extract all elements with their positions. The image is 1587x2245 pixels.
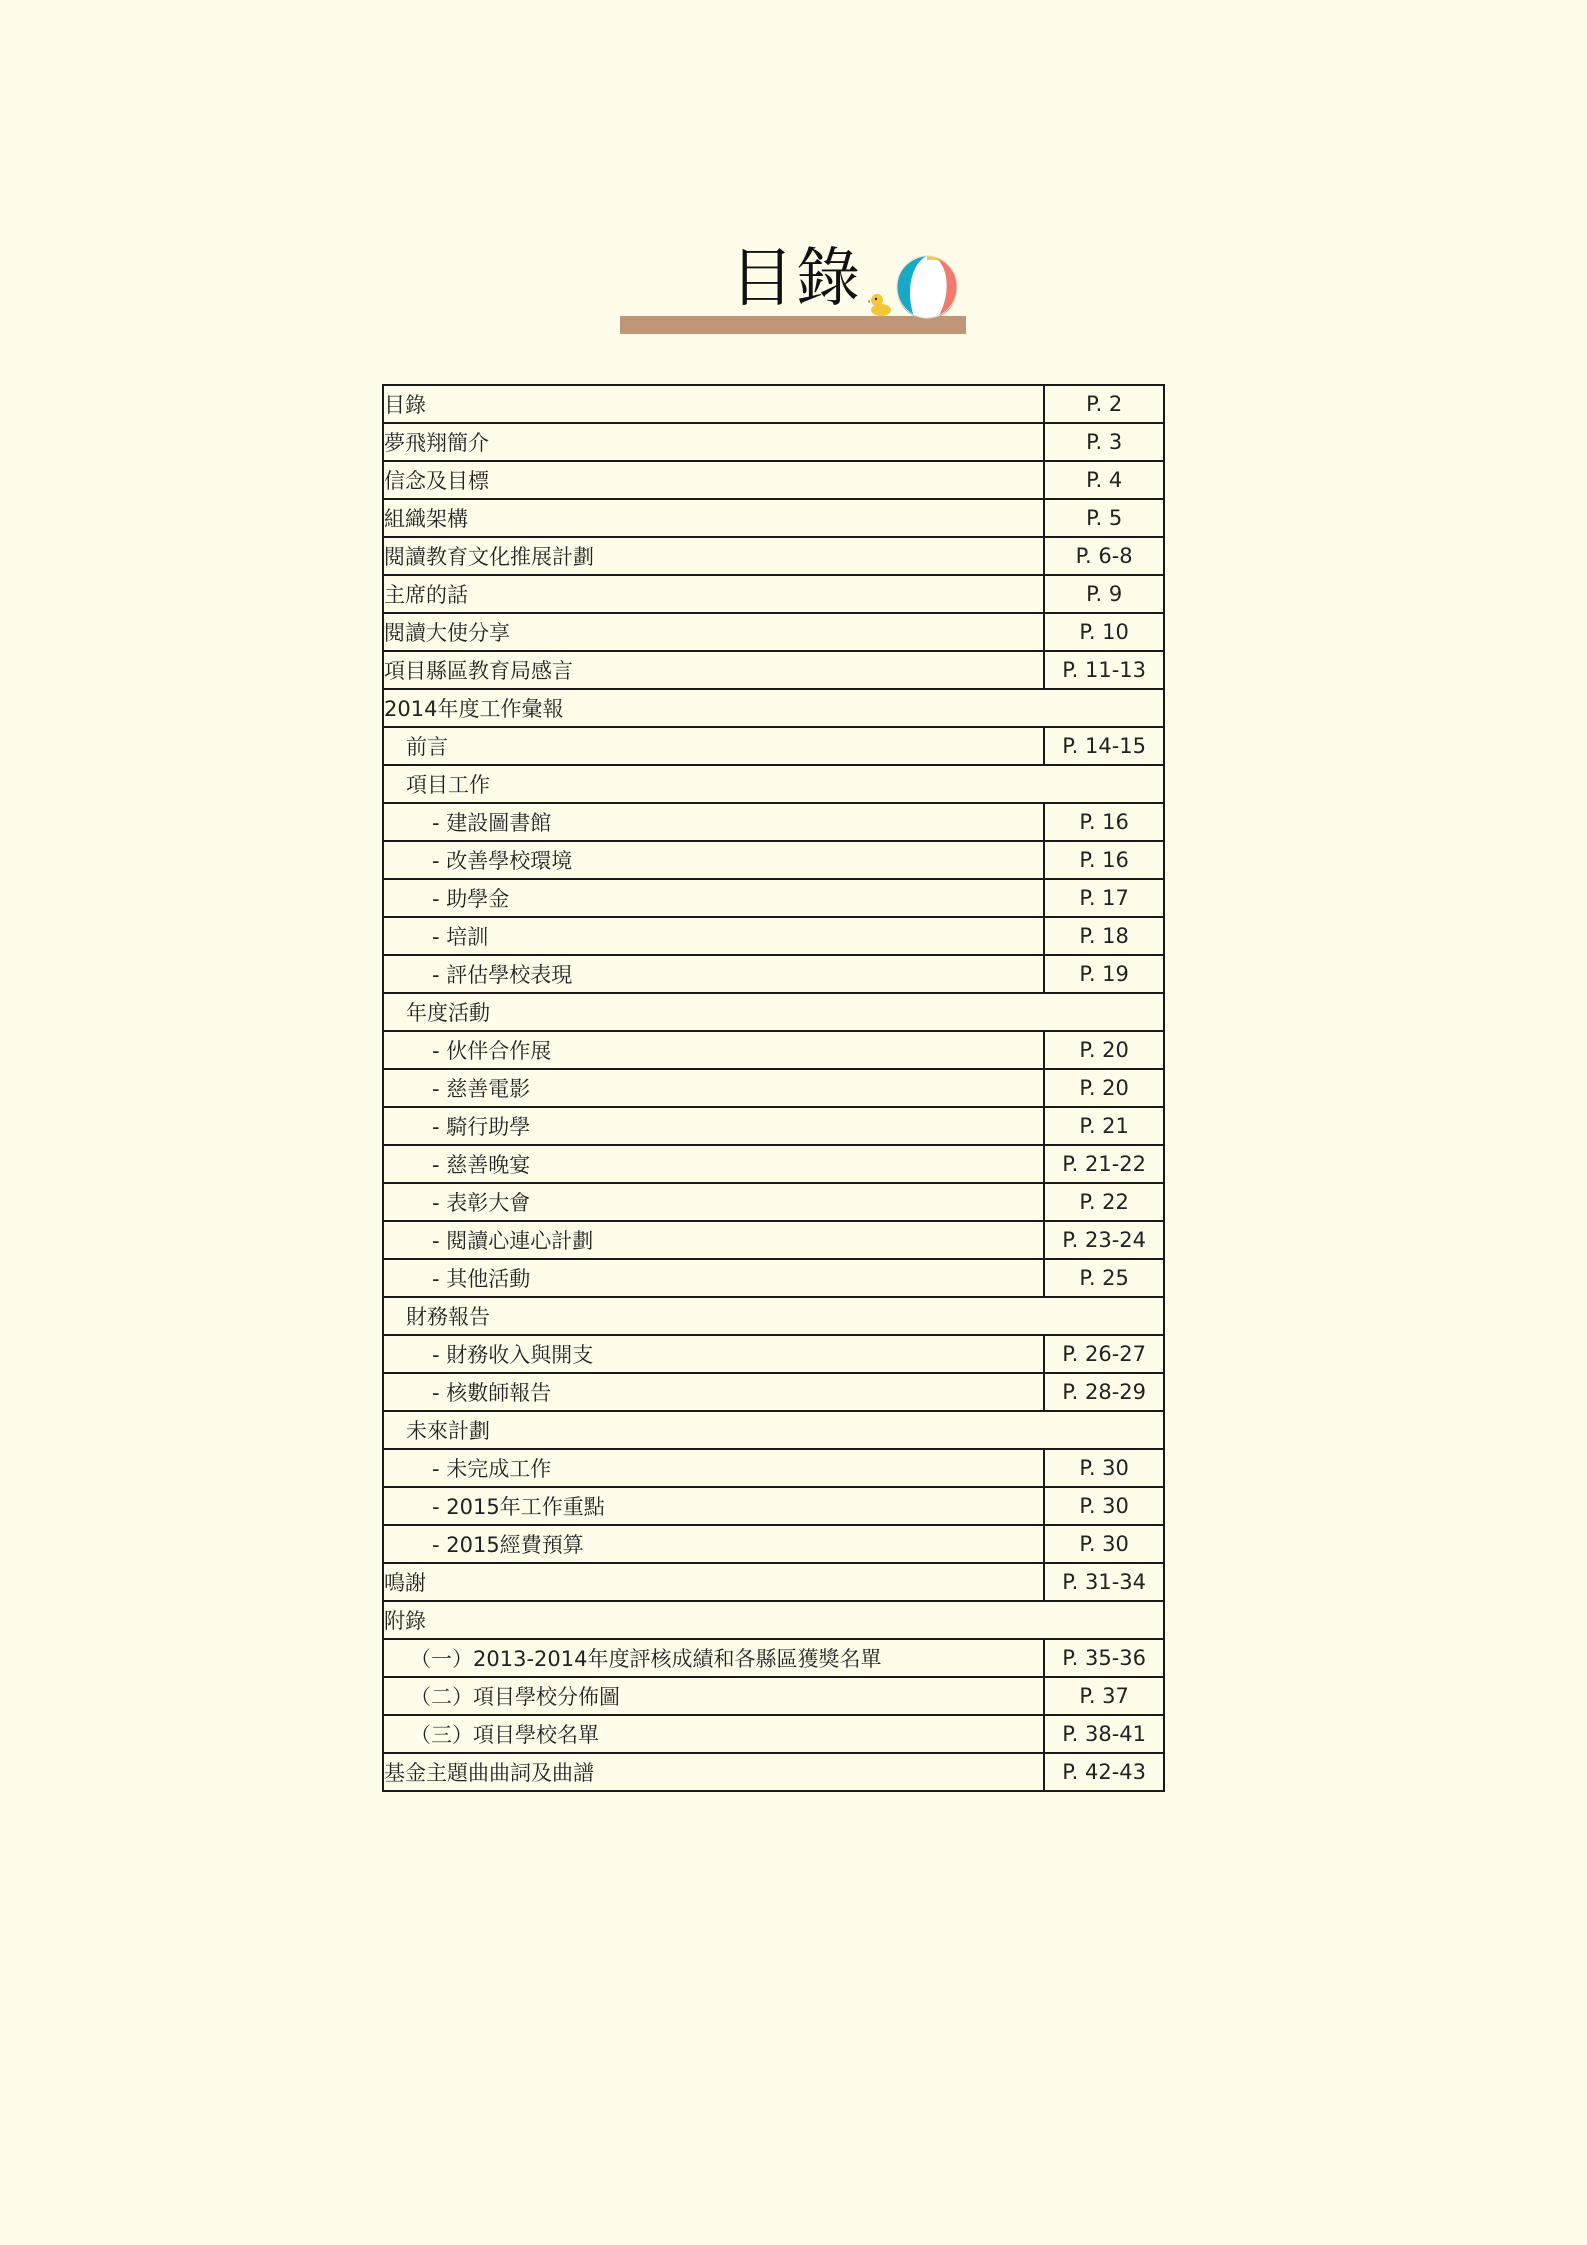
toc-entry-label: 目錄 [383,385,1044,423]
toc-entry-label: - 核數師報告 [383,1373,1044,1411]
toc-entry-page: P. 11-13 [1044,651,1164,689]
toc-entry-label: - 改善學校環境 [383,841,1044,879]
toc-entry-label: - 財務收入與開支 [383,1335,1044,1373]
toc-entry-page: P. 4 [1044,461,1164,499]
toc-entry-page: P. 18 [1044,917,1164,955]
toc-row [383,1449,1164,1487]
toc-entry-page: P. 9 [1044,575,1164,613]
toc-row [383,1221,1164,1259]
toc-entry-label: （二）項目學校分佈圖 [383,1677,1044,1715]
toc-entry-label: 閱讀大使分享 [383,613,1044,651]
toc-row [383,1639,1164,1677]
toc-row [383,613,1164,651]
toc-row [383,1107,1164,1145]
toc-entry-label: 年度活動 [383,993,1164,1031]
toc-entry-label: - 2015經費預算 [383,1525,1044,1563]
toc-entry-label: （一）2013-2014年度評核成績和各縣區獲獎名單 [383,1639,1044,1677]
toc-entry-page: P. 5 [1044,499,1164,537]
toc-row [383,803,1164,841]
toc-entry-label: - 伙伴合作展 [383,1031,1044,1069]
toc-entry-label: 夢飛翔簡介 [383,423,1044,461]
toc-row [383,575,1164,613]
toc-entry-page: P. 3 [1044,423,1164,461]
toc-entry-label: 未來計劃 [383,1411,1164,1449]
toc-entry-label: 附錄 [383,1601,1164,1639]
toc-row [383,1677,1164,1715]
toc-entry-label: 基金主題曲曲詞及曲譜 [383,1753,1044,1791]
toc-entry-page: P. 35-36 [1044,1639,1164,1677]
toc-entry-label: - 表彰大會 [383,1183,1044,1221]
toc-row [383,1525,1164,1563]
toc-entry-page: P. 37 [1044,1677,1164,1715]
title-block [620,242,966,336]
toc-entry-page: P. 42-43 [1044,1753,1164,1791]
toc-entry-page: P. 26-27 [1044,1335,1164,1373]
page-title: 目錄 [730,242,862,316]
toc-entry-label: - 建設圖書館 [383,803,1044,841]
toc-row [383,993,1164,1031]
toc-row [383,1715,1164,1753]
toc-entry-page: P. 25 [1044,1259,1164,1297]
toc-row [383,537,1164,575]
toc-row [383,917,1164,955]
toc-entry-page: P. 16 [1044,841,1164,879]
toc-entry-label: - 閱讀心連心計劃 [383,1221,1044,1259]
toc-row [383,651,1164,689]
toc-entry-page: P. 28-29 [1044,1373,1164,1411]
toc-row [383,1297,1164,1335]
toc-row [383,385,1164,423]
toc-entry-label: 鳴謝 [383,1563,1044,1601]
table-of-contents [382,384,1165,1792]
toc-entry-label: 2014年度工作彙報 [383,689,1164,727]
rubber-duck-icon [868,288,894,318]
toc-row [383,1259,1164,1297]
toc-entry-page: P. 31-34 [1044,1563,1164,1601]
toc-entry-page: P. 19 [1044,955,1164,993]
toc-row [383,841,1164,879]
toc-row [383,1487,1164,1525]
toc-entry-label: - 評估學校表現 [383,955,1044,993]
toc-row [383,1601,1164,1639]
toc-entry-page: P. 30 [1044,1449,1164,1487]
toc-entry-label: 主席的話 [383,575,1044,613]
toc-entry-label: 項目縣區教育局感言 [383,651,1044,689]
toc-row [383,879,1164,917]
toc-row [383,1031,1164,1069]
toc-entry-label: - 2015年工作重點 [383,1487,1044,1525]
toc-entry-page: P. 30 [1044,1487,1164,1525]
toc-entry-label: 閱讀教育文化推展計劃 [383,537,1044,575]
toc-entry-page: P. 21-22 [1044,1145,1164,1183]
toc-entry-page: P. 6-8 [1044,537,1164,575]
toc-entry-label: 信念及目標 [383,461,1044,499]
toc-entry-page: P. 2 [1044,385,1164,423]
toc-entry-page: P. 20 [1044,1069,1164,1107]
toc-entry-page: P. 38-41 [1044,1715,1164,1753]
toc-row [383,1411,1164,1449]
toc-entry-page: P. 14-15 [1044,727,1164,765]
toc-row [383,1183,1164,1221]
toc-entry-label: 組織架構 [383,499,1044,537]
toc-entry-page: P. 10 [1044,613,1164,651]
toc-row [383,1145,1164,1183]
toc-row [383,955,1164,993]
toc-row [383,499,1164,537]
toc-entry-page: P. 20 [1044,1031,1164,1069]
toc-entry-page: P. 30 [1044,1525,1164,1563]
toc-entry-label: - 其他活動 [383,1259,1044,1297]
toc-row [383,1753,1164,1791]
toc-entry-label: - 慈善晚宴 [383,1145,1044,1183]
toc-row [383,461,1164,499]
toc-entry-label: - 助學金 [383,879,1044,917]
beach-ball-icon [892,254,962,320]
toc-entry-label: - 騎行助學 [383,1107,1044,1145]
toc-entry-label: （三）項目學校名單 [383,1715,1044,1753]
toc-entry-label: - 培訓 [383,917,1044,955]
toc-row [383,689,1164,727]
toc-entry-page: P. 17 [1044,879,1164,917]
toc-entry-label: 項目工作 [383,765,1164,803]
toc-entry-page: P. 21 [1044,1107,1164,1145]
toc-row [383,1069,1164,1107]
toc-row [383,765,1164,803]
toc-entry-page: P. 22 [1044,1183,1164,1221]
toc-row [383,1563,1164,1601]
toc-entry-label: 財務報告 [383,1297,1164,1335]
toc-entry-label: - 慈善電影 [383,1069,1044,1107]
toc-entry-label: 前言 [383,727,1044,765]
toc-row [383,1335,1164,1373]
toc-entry-page: P. 16 [1044,803,1164,841]
toc-row [383,727,1164,765]
toc-entry-label: - 未完成工作 [383,1449,1044,1487]
toc-entry-page: P. 23-24 [1044,1221,1164,1259]
toc-row [383,1373,1164,1411]
toc-row [383,423,1164,461]
